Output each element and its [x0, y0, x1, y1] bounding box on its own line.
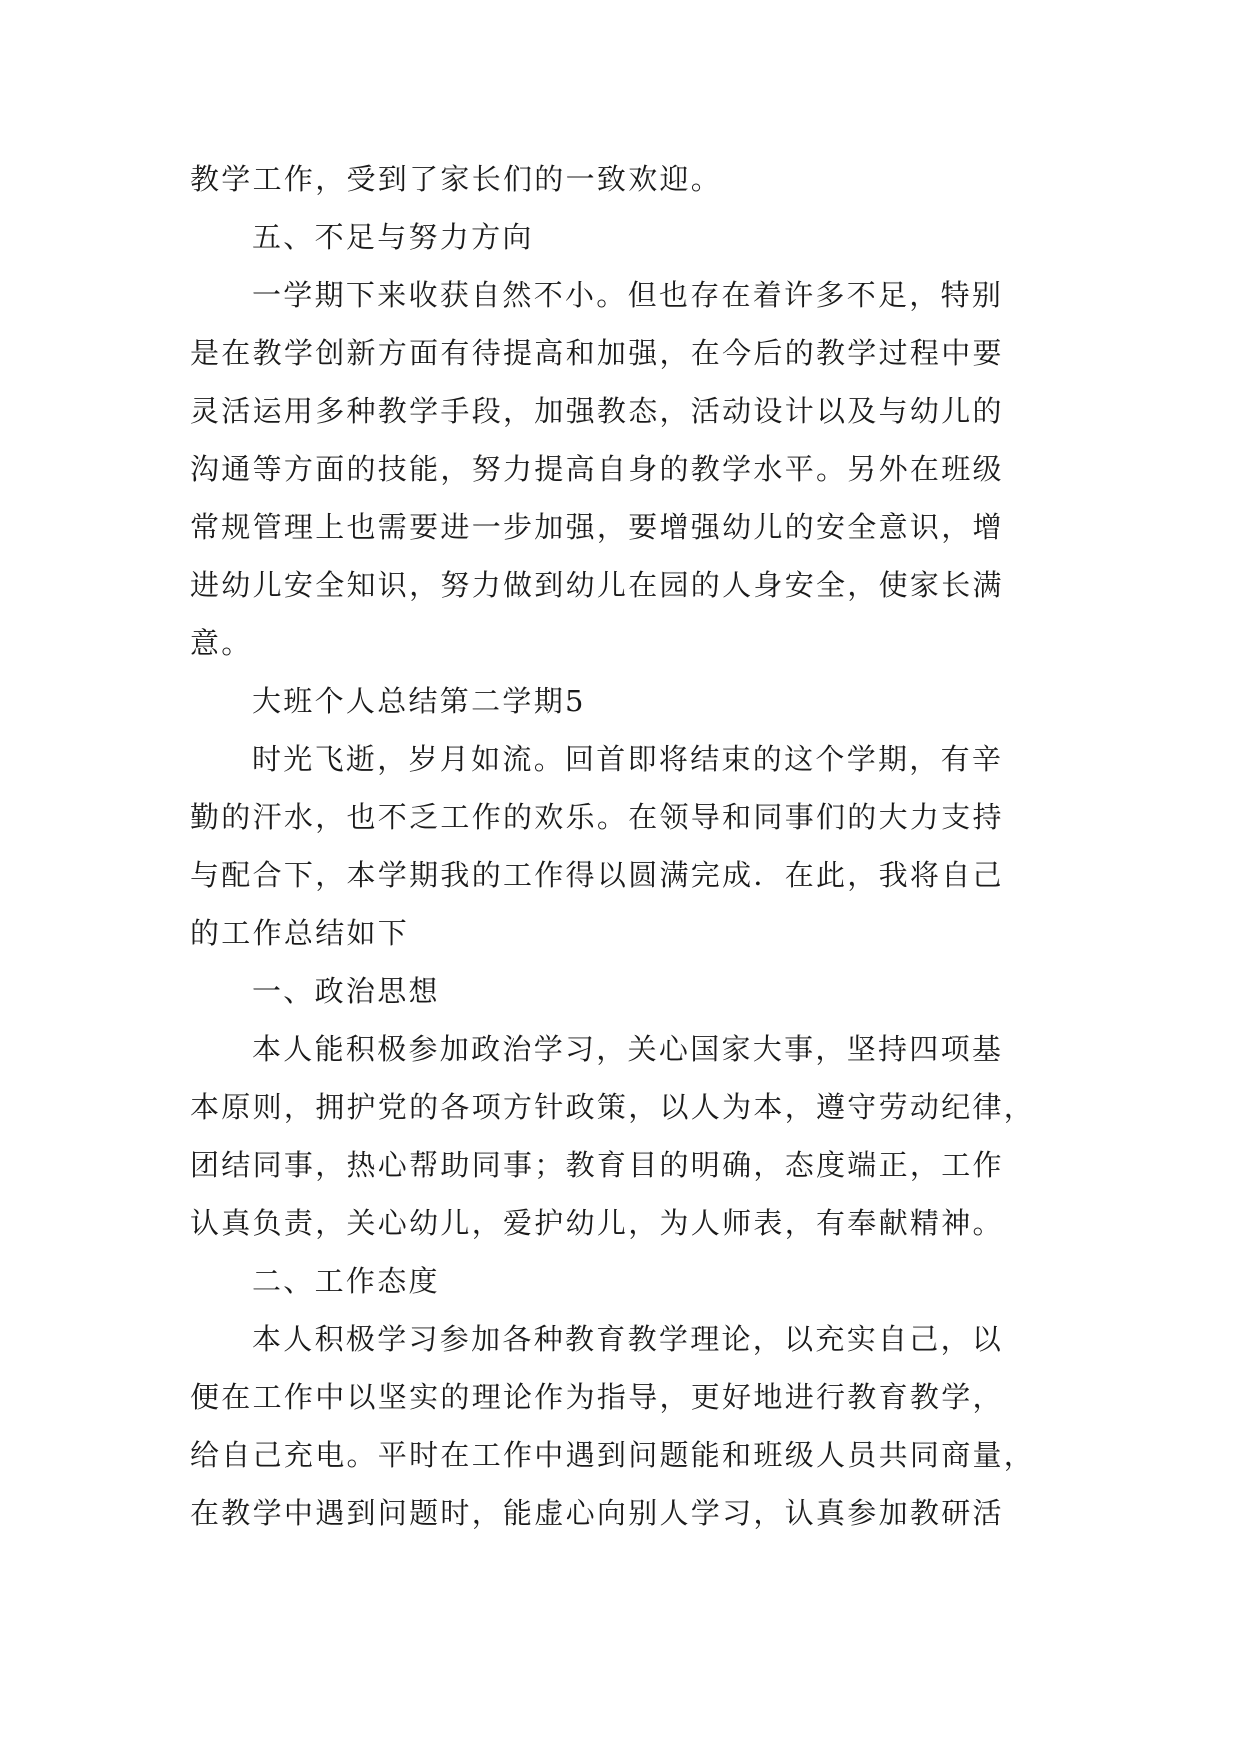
text-line: 时光飞逝，岁月如流。回首即将结束的这个学期，有辛: [252, 742, 1004, 776]
text-line: 便在工作中以坚实的理论作为指导，更好地进行教育教学，: [190, 1380, 1004, 1414]
text-line: 一学期下来收获自然不小。但也存在着许多不足，特别: [252, 278, 1004, 312]
text-line: 给自己充电。平时在工作中遇到问题能和班级人员共同商量，: [190, 1438, 1036, 1472]
document-body: [190, 150, 1050, 1542]
text-line: 教学工作，受到了家长们的一致欢迎。: [190, 162, 723, 196]
text-line: 是在教学创新方面有待提高和加强，在今后的教学过程中要: [190, 336, 1004, 370]
text-line: 本人积极学习参加各种教育教学理论，以充实自己，以: [252, 1322, 1004, 1356]
text-line: 本原则，拥护党的各项方针政策，以人为本，遵守劳动纪律，: [190, 1090, 1036, 1124]
text-line: 本人能积极参加政治学习，关心国家大事，坚持四项基: [252, 1032, 1004, 1066]
text-line: 勤的汗水，也不乏工作的欢乐。在领导和同事们的大力支持: [190, 800, 1004, 834]
text-line: 在教学中遇到问题时，能虚心向别人学习，认真参加教研活: [190, 1496, 1004, 1530]
text-line: 灵活运用多种教学手段，加强教态，活动设计以及与幼儿的: [190, 394, 1004, 428]
text-line: 团结同事，热心帮助同事；教育目的明确，态度端正，工作: [190, 1148, 1004, 1182]
text-line: 常规管理上也需要进一步加强，要增强幼儿的安全意识，增: [190, 510, 1004, 544]
text-line: 的工作总结如下: [190, 916, 410, 950]
text-line: 沟通等方面的技能，努力提高自身的教学水平。另外在班级: [190, 452, 1004, 486]
text-line: 认真负责，关心幼儿，爱护幼儿，为人师表，有奉献精神。: [190, 1206, 1004, 1240]
text-line: 五、不足与努力方向: [252, 220, 534, 254]
text-line: 进幼儿安全知识，努力做到幼儿在园的人身安全，使家长满: [190, 568, 1004, 602]
text-line: 二、工作态度: [252, 1264, 440, 1298]
text-line: 与配合下，本学期我的工作得以圆满完成．在此，我将自己: [190, 858, 1004, 892]
text-line: 大班个人总结第二学期5: [252, 684, 586, 718]
text-line: 一、政治思想: [252, 974, 440, 1008]
text-line: 意。: [190, 626, 253, 660]
